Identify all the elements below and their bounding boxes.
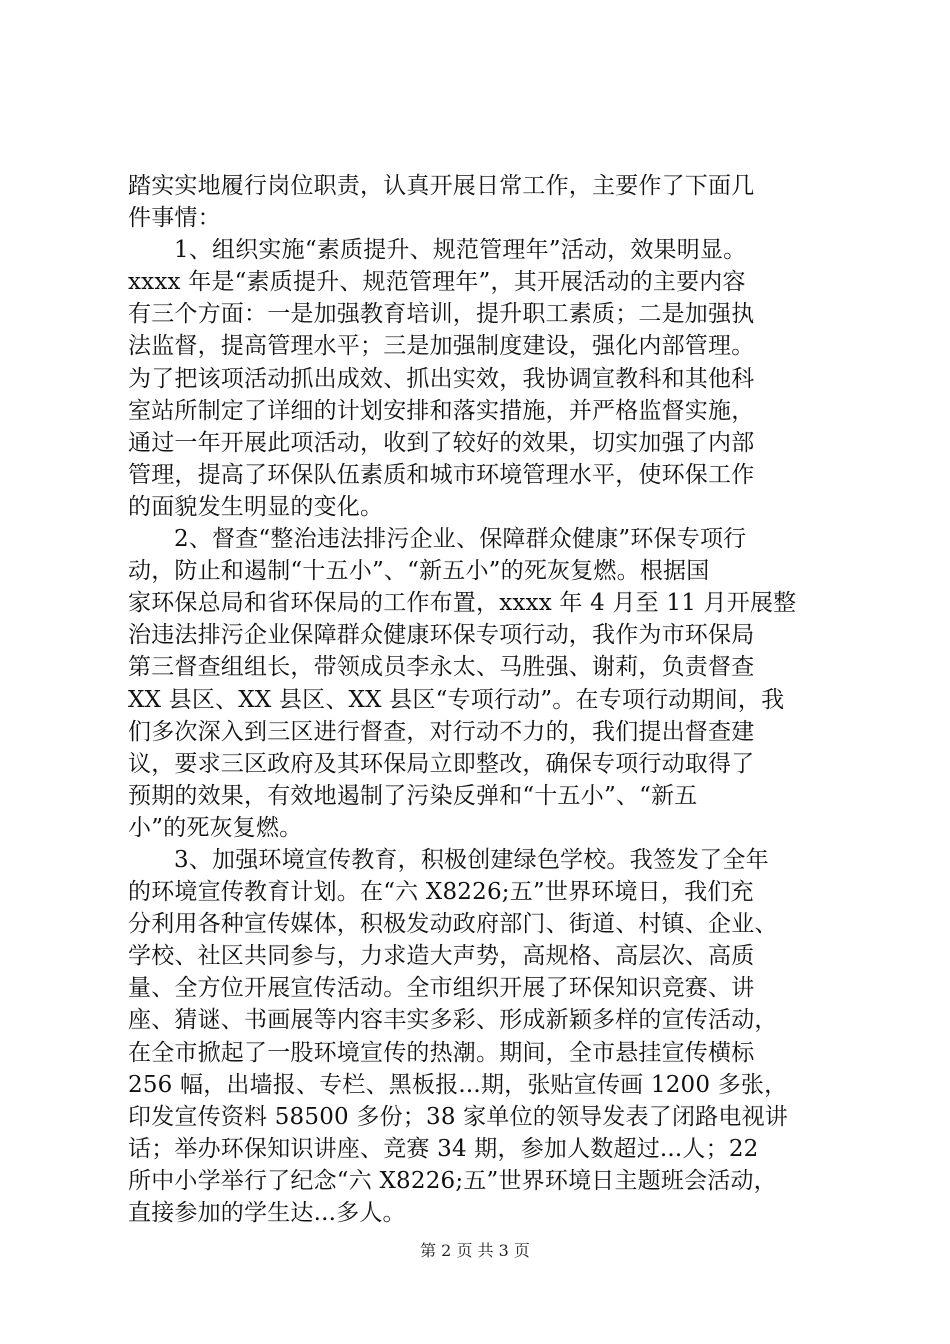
text-line: 在全市掀起了一股环境宣传的热潮。期间，全市悬挂宣传横标 bbox=[128, 1039, 755, 1066]
text-line: 2、督查“整治违法排污企业、保障群众健康”环保专项行 bbox=[174, 526, 747, 553]
text-line: 座、猜谜、书画展等内容丰实多彩、形成新颖多样的宣传活动， bbox=[128, 1007, 778, 1034]
text-line: xxxx 年是“素质提升、规范管理年”，其开展活动的主要内容 bbox=[128, 269, 746, 296]
text-line: 家环保总局和省环保局的工作布置，xxxx 年 4 月至 11 月开展整 bbox=[128, 590, 797, 617]
text-line: 治违法排污企业保障群众健康环保专项行动，我作为市环保局 bbox=[128, 622, 755, 649]
text-line: 印发宣传资料 58500 多份；38 家单位的领导发表了闭路电视讲 bbox=[128, 1103, 788, 1130]
text-line: 1、组织实施“素质提升、规范管理年”活动，效果明显。 bbox=[174, 237, 747, 264]
text-line: 议，要求三区政府及其环保局立即整改，确保专项行动取得了 bbox=[128, 750, 755, 777]
text-line: 有三个方面：一是加强教育培训，提升职工素质；二是加强执 bbox=[128, 301, 755, 328]
text-line: 的环境宣传教育计划。在“六 X8226;五”世界环境日，我们充 bbox=[128, 879, 754, 906]
body-text bbox=[128, 170, 828, 1229]
text-line: 小”的死灰复燃。 bbox=[128, 814, 303, 841]
text-line: 管理，提高了环保队伍素质和城市环境管理水平，使环保工作 bbox=[128, 461, 755, 488]
text-line: 256 幅，出墙报、专栏、黑板报...期，张贴宣传画 1200 多张， bbox=[128, 1071, 788, 1098]
text-line: 3、加强环境宣传教育，积极创建绿色学校。我签发了全年 bbox=[174, 846, 769, 873]
text-line: XX 县区、XX 县区、XX 县区“专项行动”。在专项行动期间，我 bbox=[128, 686, 785, 713]
text-line: 的面貌发生明显的变化。 bbox=[128, 493, 384, 520]
text-line: 动，防止和遏制“十五小”、“新五小”的死灰复燃。根据国 bbox=[128, 558, 710, 585]
text-line: 件事情： bbox=[128, 205, 221, 232]
text-line: 学校、社区共同参与，力求造大声势，高规格、高层次、高质 bbox=[128, 943, 755, 970]
text-line: 踏实实地履行岗位职责，认真开展日常工作，主要作了下面几 bbox=[128, 173, 755, 199]
text-line: 通过一年开展此项活动，收到了较好的效果，切实加强了内部 bbox=[128, 429, 755, 456]
text-line: 话；举办环保知识讲座、竞赛 34 期，参加人数超过...人；22 bbox=[128, 1135, 759, 1162]
text-line: 为了把该项活动抓出成效、抓出实效，我协调宣教科和其他科 bbox=[128, 365, 755, 392]
text-line: 第三督查组组长，带领成员李永太、马胜强、谢莉，负责督查 bbox=[128, 654, 755, 681]
text-line: 法监督，提高管理水平；三是加强制度建设，强化内部管理。 bbox=[128, 333, 755, 360]
text-line: 室站所制定了详细的计划安排和落实措施，并严格监督实施， bbox=[128, 397, 755, 424]
text-line: 分利用各种宣传媒体，积极发动政府部门、街道、村镇、企业、 bbox=[128, 911, 778, 938]
text-line: 所中小学举行了纪念“六 X8226;五”世界环境日主题班会活动， bbox=[128, 1167, 777, 1194]
text-line: 量、全方位开展宣传活动。全市组织开展了环保知识竞赛、讲 bbox=[128, 975, 755, 1002]
text-line: 直接参加的学生达...多人。 bbox=[128, 1200, 406, 1226]
page-footer: 第 2 页 共 3 页 bbox=[420, 1241, 530, 1260]
text-line: 预期的效果，有效地遏制了污染反弹和“十五小”、“新五 bbox=[128, 782, 698, 809]
text-line: 们多次深入到三区进行督查，对行动不力的，我们提出督查建 bbox=[128, 718, 755, 745]
